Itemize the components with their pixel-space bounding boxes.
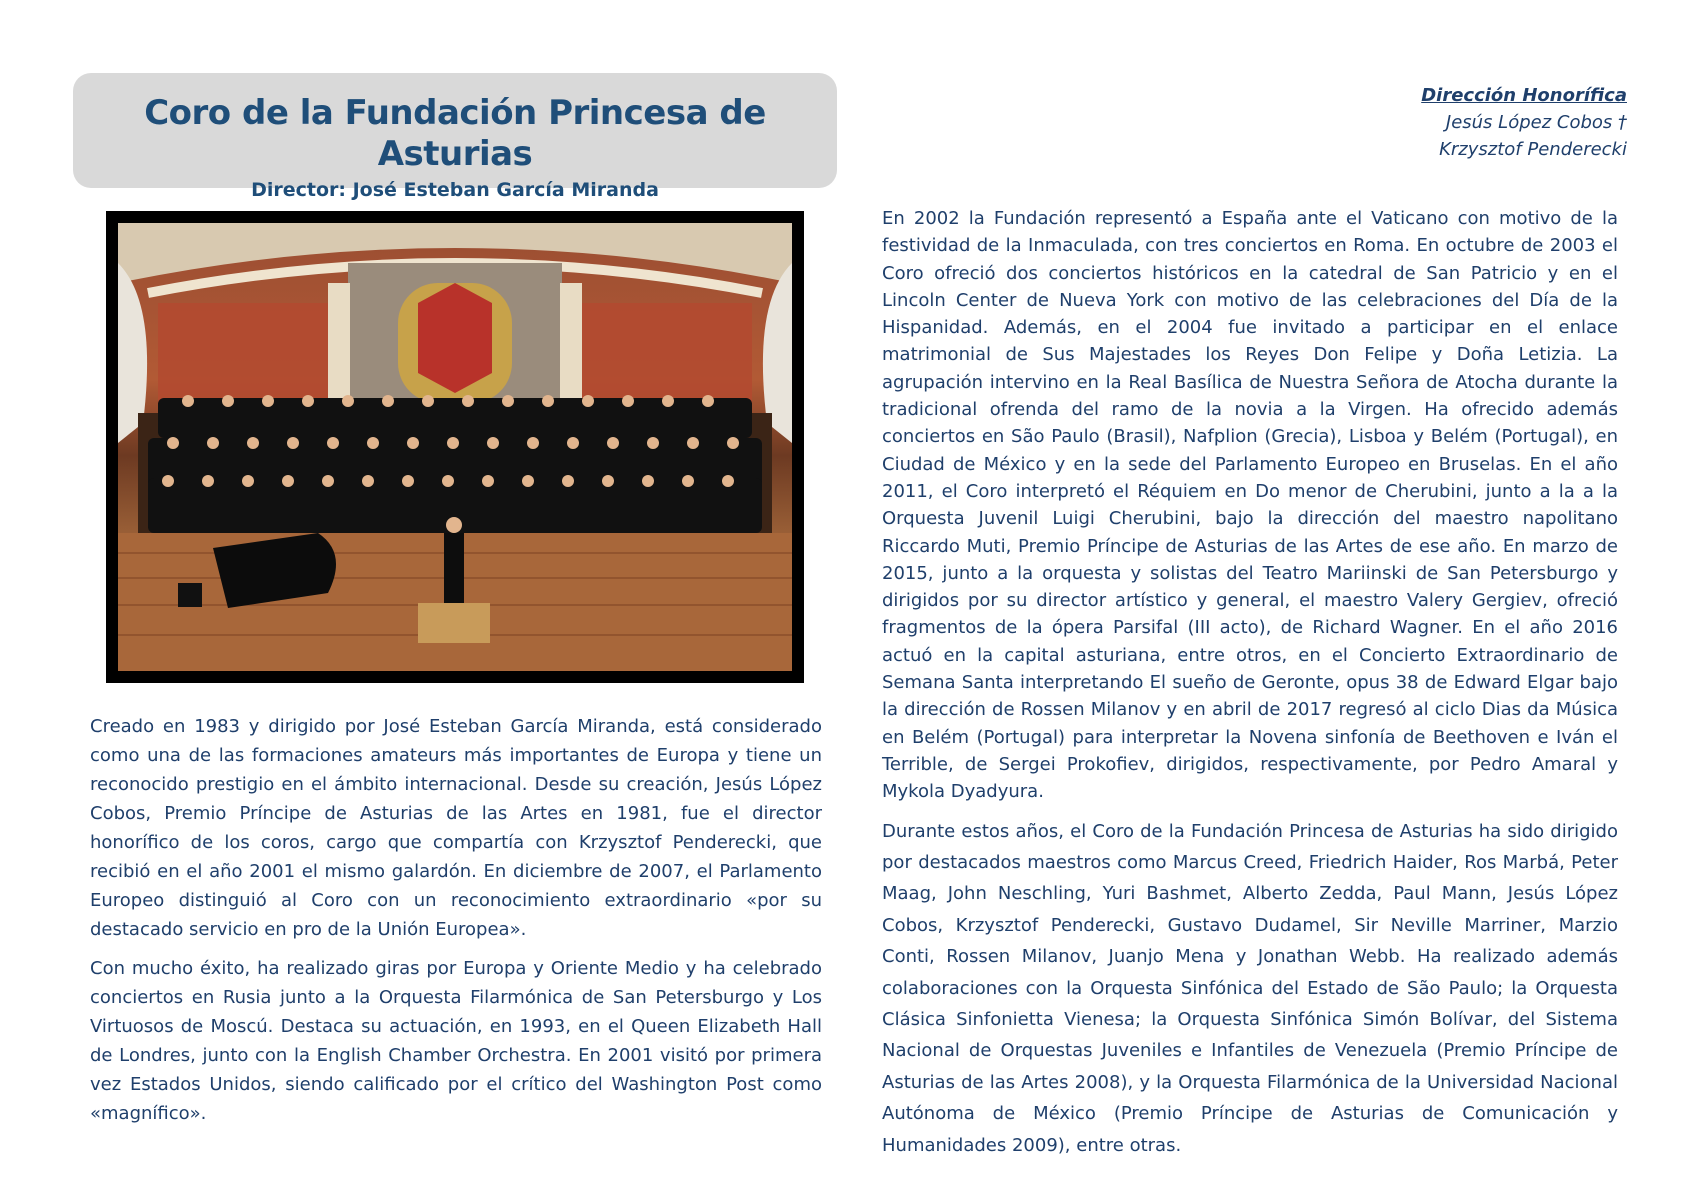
left-column	[90, 712, 822, 1138]
honorary-name: Jesús López Cobos †	[1445, 112, 1627, 133]
title-box	[73, 73, 837, 201]
honorary-title: Dirección Honorífica	[1421, 85, 1627, 106]
paragraph: Con mucho éxito, ha realizado giras por Europa y Oriente Medio y ha celebrado conciertos en Rusia junto a la Orquesta Filarmónica de San Petersburgo y Los Virtuosos de Moscú. Destaca su actuación, en 1993, en el Queen Elizabeth Hall de Londres, junto con la English Chamber Orchestra. En 2001 visitó por primera vez Estados Unidos, siendo calificado por el crítico del Washington Post como «magnífico».	[90, 958, 822, 1124]
choir-photo-illustration	[118, 223, 792, 671]
honorary-direction	[1421, 82, 1627, 163]
choir-photo-frame	[106, 211, 804, 683]
honorary-name: Krzysztof Penderecki	[1439, 139, 1627, 160]
paragraph: Creado en 1983 y dirigido por José Esteban García Miranda, está considerado como una de las formaciones amateurs más importantes de Europa y tiene un reconocido prestigio en el ámbito internacional. Desde su creación, Jesús López Cobos, Premio Príncipe de Asturias de las Artes en 1981, fue el director honorífico de los coros, cargo que compartía con Krzysztof Penderecki, que recibió en el año 2001 el mismo galardón. En diciembre de 2007, el Parlamento Europeo distinguió al Coro con un reconocimiento extraordinario «por su destacado servicio en pro de la Unión Europea».	[90, 716, 822, 940]
director-subtitle: Director: José Esteban García Miranda	[251, 178, 659, 201]
paragraph: Durante estos años, el Coro de la Fundación Princesa de Asturias ha sido dirigido por destacados maestros como Marcus Creed, Friedrich Haider, Ros Marbá, Peter Maag, John Neschling, Yuri Bashmet, Alberto Zedda, Paul Mann, Jesús López Cobos, Krzysztof Penderecki, Gustavo Dudamel, Sir Neville Marriner, Marzio Conti, Rossen Milanov, Juanjo Mena y Jonathan Webb. Ha realizado además colaboraciones con la Orquesta Sinfónica del Estado de São Paulo; la Orquesta Clásica Sinfonietta Vienesa; la Orquesta Sinfónica Simón Bolívar, del Sistema Nacional de Orquestas Juveniles e Infantiles de Venezuela (Premio Príncipe de Asturias de las Artes 2008), y la Orquesta Filarmónica de la Universidad Nacional Autónoma de México (Premio Príncipe de Asturias de Comunicación y Humanidades 2009), entre otras.	[882, 820, 1618, 1156]
page-title: Coro de la Fundación Princesa de Asturias	[144, 93, 766, 174]
right-column	[882, 205, 1618, 1171]
choir-photo	[118, 223, 792, 671]
paragraph: En 2002 la Fundación representó a España ante el Vaticano con motivo de la festividad de la Inmaculada, con tres conciertos en Roma. En octubre de 2003 el Coro ofreció dos conciertos históricos en la catedral de San Patricio y en el Lincoln Center de Nueva York con motivo de las celebraciones del Día de la Hispanidad. Además, en el 2004 fue invitado a participar en el enlace matrimonial de Sus Majestades los Reyes Don Felipe y Doña Letizia. La agrupación intervino en la Real Basílica de Nuestra Señora de Atocha durante la tradicional ofrenda del ramo de la novia a la Virgen. Ha ofrecido además conciertos en São Paulo (Brasil), Nafplion (Grecia), Lisboa y Belém (Portugal), en Ciudad de México y en la sede del Parlamento Europeo en Bruselas. En el año 2011, el Coro interpretó el Réquiem en Do menor de Cherubini, junto a la a la Orquesta Juvenil Luigi Cherubini, bajo la dirección del maestro napolitano Riccardo Muti, Premio Príncipe de Asturias de las Artes de ese año. En marzo de 2015, junto a la orquesta y solistas del Teatro Mariinski de San Petersburgo y dirigidos por su director artístico y general, el maestro Valery Gergiev, ofreció fragmentos de la ópera Parsifal (III acto), de Richard Wagner. En el año 2016 actuó en la capital asturiana, entre otros, en el Concierto Extraordinario de Semana Santa interpretando El sueño de Geronte, opus 38 de Edward Elgar bajo la dirección de Rossen Milanov y en abril de 2017 regresó al ciclo Dias da Música en Belém (Portugal) para interpretar la Novena sinfonía de Beethoven e Iván el Terrible, de Sergei Prokofiev, dirigidos, respectivamente, por Pedro Amaral y Mykola Dyadyura.	[882, 208, 1618, 803]
